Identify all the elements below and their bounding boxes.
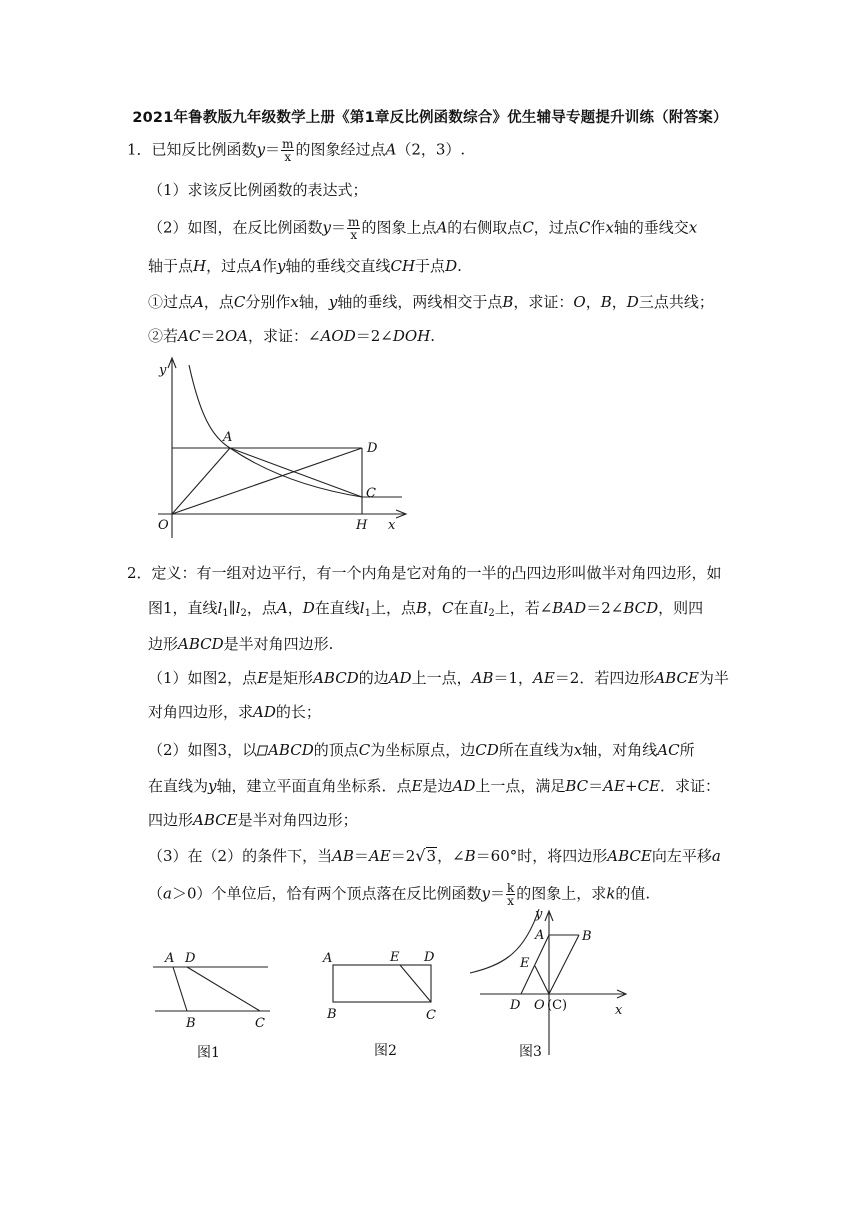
fig3-b: B [582, 929, 592, 944]
problem1-q1: （1）求该反比例函数的表达式； [148, 181, 368, 199]
problem2-line2: 图1，直线$l_1\parallel l_2$，点A，D在直线$l_1$上，点B，C在直$l_2$上，若∠BAD＝2∠BCD，则四 [148, 599, 704, 619]
segment-dc [187, 967, 260, 1011]
problem2-line1: 2．定义：有一组对边平行，有一个内角是它对角的一半的凸四边形叫做半对角四边形，如 [127, 564, 722, 582]
segment-ec [400, 965, 431, 1002]
fig3-y: y [535, 907, 543, 922]
fig3-o: O [534, 998, 545, 1013]
problem1-line1: 1．已知反比例函数y＝ $\frac{m}{x}$ 的图象经过点A（2，3）. [127, 137, 466, 164]
problem2-line3: 边形ABCD是半对角四边形. [148, 635, 334, 653]
fig3-c: (C) [547, 998, 568, 1013]
problem2-q3-line2: （a＞0）个单位后，恰有两个顶点落在反比例函数y＝ $\frac{k}{x}$ 的图象上，求k的值. [148, 881, 651, 908]
fig2-e: E [390, 950, 400, 965]
document-title: 2021年鲁教版九年级数学上册《第1章反比例函数综合》优生辅导专题提升训练（附答案） [132, 110, 728, 126]
fig1-a: A [165, 951, 175, 966]
fig3-segment-bc [549, 935, 579, 994]
fig1-b: B [186, 1016, 196, 1031]
fig2-b: B [327, 1007, 337, 1022]
fig1-caption: 图1 [197, 1045, 220, 1061]
fig1-label-o: O [158, 518, 169, 533]
fig3-e: E [520, 956, 530, 971]
fig3-a: A [535, 928, 545, 943]
hyperbola-curve [189, 365, 402, 497]
problem1-sub1: ①过点A，点C分别作x轴，y轴的垂线，两线相交于点B，求证：O，B，D三点共线； [148, 293, 714, 311]
problem1-q2-line1: （2）如图，在反比例函数y＝ $\frac{m}{x}$ 的图象上点A的右侧取点C，过点C作x轴的垂线交x [148, 215, 698, 242]
problem2-q1-line2: 对角四边形，求AD的长； [148, 703, 321, 721]
fig1-label-y: y [159, 363, 167, 378]
segment-ab [173, 967, 187, 1011]
problem2-q3-line1: （3）在（2）的条件下，当AB＝AE＝2√3，∠B＝60°时，将四边形ABCE向左平移a [148, 846, 721, 865]
problem2-figure1 [145, 945, 280, 1065]
problem1-figure [140, 355, 420, 545]
fig2-d: D [424, 950, 435, 965]
fig1-label-d: D [367, 441, 378, 456]
problem1-sub2: ②若AC＝2OA，求证：∠AOD＝2∠DOH. [148, 327, 436, 345]
parallelogram-icon [257, 741, 268, 752]
fig3-d: D [510, 998, 521, 1013]
fig2-caption: 图2 [374, 1043, 397, 1059]
fig2-a: A [323, 951, 333, 966]
fig1-label-c: C [366, 486, 376, 501]
problem2-q2-line1: （2）如图3，以 ABCD的顶点C为坐标原点，边CD所在直线为x轴，对角线AC所 [148, 741, 695, 759]
fraction-m-over-x: $\frac{m}{x}$ [282, 137, 294, 164]
fraction-k-over-x: $\frac{k}{x}$ [507, 881, 515, 908]
fig3-caption: 图3 [519, 1044, 542, 1060]
problem2-number: 2． [127, 564, 152, 582]
fig3-segment-ec [535, 966, 549, 994]
problem2-figure3 [465, 903, 635, 1063]
problem2-figure2 [320, 945, 445, 1065]
fig1-d: D [185, 951, 196, 966]
fig2-c: C [426, 1008, 436, 1023]
rectangle-abcd [333, 965, 431, 1002]
problem2-q2-line3: 四边形ABCE是半对角四边形； [148, 811, 358, 829]
problem2-q2-line2: 在直线为y轴，建立平面直角坐标系．点E是边AD上一点，满足BC＝AE+CE．求证： [148, 777, 720, 795]
fig1-c: C [255, 1016, 265, 1031]
problem2-q1-line1: （1）如图2，点E是矩形ABCD的边AD上一点，AB＝1，AE＝2．若四边形ABCE为半 [148, 669, 729, 687]
problem1-number: 1． [127, 140, 152, 159]
fig1-label-a: A [223, 430, 233, 445]
fig1-label-x: x [388, 518, 396, 533]
fig1-label-h: H [356, 518, 368, 533]
problem1-q2-line2: 轴于点H，过点A作y轴的垂线交直线CH于点D. [148, 257, 462, 275]
fig3-x: x [615, 1003, 623, 1018]
fraction-m-over-x: $\frac{m}{x}$ [348, 215, 360, 242]
